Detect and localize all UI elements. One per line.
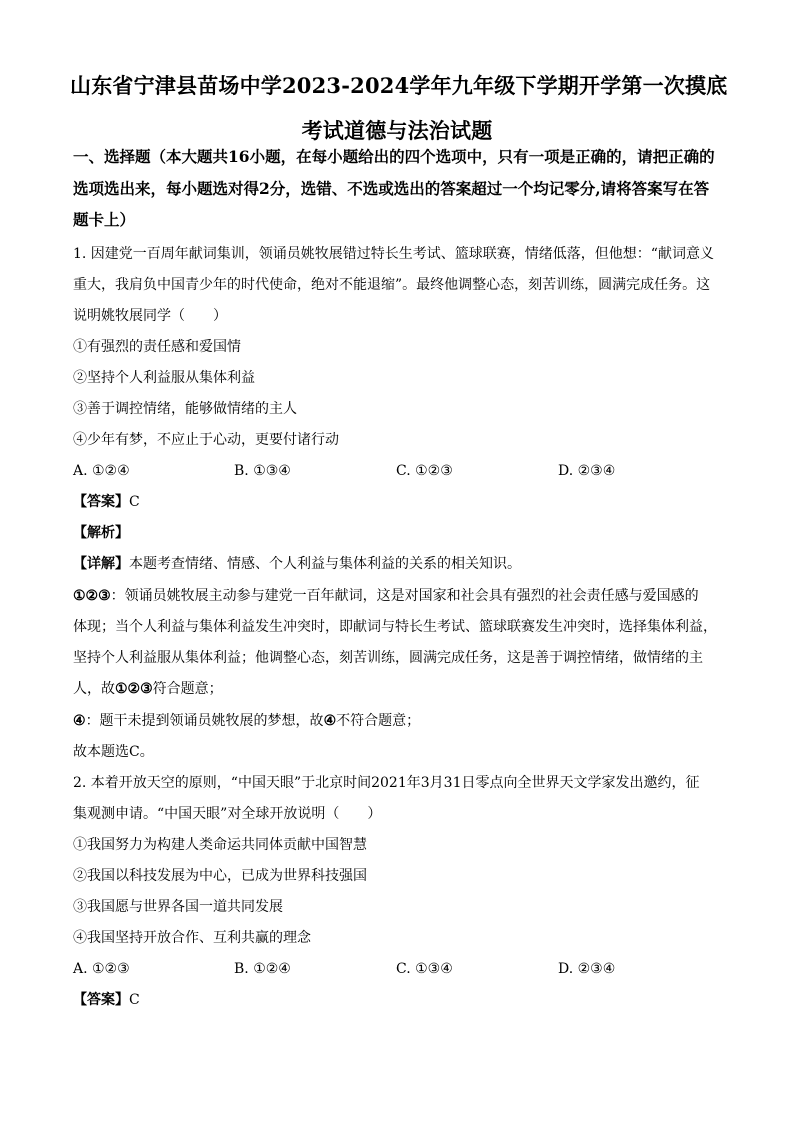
q2-option-a: A. ①②③ [73,961,130,977]
q2-stem-line-2: 集观测申请。“中国天眼”对全球开放说明（ ） [73,806,382,822]
q1-options [73,461,723,481]
q1-detail-tag: 【详解】 [73,556,129,572]
q2-answer-tag: 【答案】 [73,992,129,1008]
q1-explanation-line-5 [73,711,420,731]
q2-item-2: ②我国以科技发展为中心，已成为世界科技强国 [73,868,367,884]
q1-explanation-text-4: 人，故 [73,681,115,697]
q1-item-4: ④少年有梦，不应止于心动，更要付诸行动 [73,432,339,448]
q1-explanation-end: 不符合题意； [336,713,421,729]
q1-detail-text: 本题考查情绪、情感、个人利益与集体利益的关系的相关知识。 [129,556,521,572]
q2-options [73,959,723,979]
q1-explanation-line-3: 坚持个人利益服从集体利益；他调整心态，刻苦训练，圆满完成任务，这是善于调控情绪，做情绪的主 [73,650,703,666]
q1-stem-line-3: 说明姚牧展同学（ ） [73,308,227,324]
q1-analysis-tag: 【解析】 [73,525,129,541]
document-title-line-1: 山东省宁津县苗场中学2023-2024学年九年级下学期开学第一次摸底 [70,73,728,98]
q1-explanation-line-1 [73,586,699,606]
q1-answer-value: C [129,494,140,510]
q2-answer-value: C [129,992,140,1008]
q2-item-1: ①我国努力为构建人类命运共同体贡献中国智慧 [73,837,367,853]
q2-item-4: ④我国坚持开放合作、互利共赢的理念 [73,930,311,946]
q1-item-3: ③善于调控情绪，能够做情绪的主人 [73,401,297,417]
q1-answer-tag: 【答案】 [73,494,129,510]
document-title-line-2: 考试道德与法治试题 [301,118,493,143]
q1-stem-line-2: 重大，我肩负中国青少年的时代使命，绝对不能退缩”。最终他调整心态，刻苦训练，圆满完成任务。这 [73,277,711,293]
q1-option-d: D. ②③④ [558,463,616,479]
q1-item-1: ①有强烈的责任感和爱国情 [73,339,241,355]
q1-item-2: ②坚持个人利益服从集体利益 [73,370,255,386]
q1-explanation-marks: ①②③ [73,588,111,604]
q2-option-b: B. ①②④ [234,961,291,977]
q2-option-d: D. ②③④ [558,961,616,977]
q1-option-b: B. ①③④ [234,463,291,479]
q1-conclusion: 故本题选C。 [73,744,154,760]
q1-explanation-mid: ：题干未提到领诵员姚牧展的梦想，故 [85,713,324,729]
q1-option-a: A. ①②④ [73,463,130,479]
q1-detail [73,554,521,574]
q1-explanation-line-4 [73,679,223,699]
q2-option-c: C. ①③④ [396,961,453,977]
q2-answer [73,990,140,1010]
q1-option-c: C. ①②③ [396,463,453,479]
q1-answer [73,492,140,512]
q2-item-3: ③我国愿与世界各国一道共同发展 [73,899,283,915]
q1-explanation-mark-4: ④ [73,713,86,729]
q1-explanation-mark-4b: ④ [323,713,337,729]
q2-stem-line-1: 2. 本着开放天空的原则，“中国天眼”于北京时间2021年3月31日零点向全世界天文学家发出邀约，征 [73,775,700,791]
q1-explanation-line-2: 体现；当个人利益与集体利益发生冲突时，即献词与特长生考试、篮球联赛发生冲突时，选择集体利益， [73,619,717,635]
q1-explanation-end-marks: ①②③ [115,681,153,697]
q1-explanation-end-text: 符合题意； [152,681,223,697]
section-heading: 一、选择题（本大题共16小题，在每小题给出的四个选项中，只有一项是正确的，请把正确的选项选出来，每小题选对得2分，选错、不选或选出的答案超过一个均记零分,请将答案写在答题卡上） [73,147,715,229]
q1-explanation-text-1: ：领诵员姚牧展主动参与建党一百年献词，这是对国家和社会具有强烈的社会责任感与爱国感的 [110,588,699,604]
q1-stem-line-1: 1. 因建党一百周年献词集训，领诵员姚牧展错过特长生考试、篮球联赛，情绪低落，但他想：“献词意义 [73,246,714,262]
